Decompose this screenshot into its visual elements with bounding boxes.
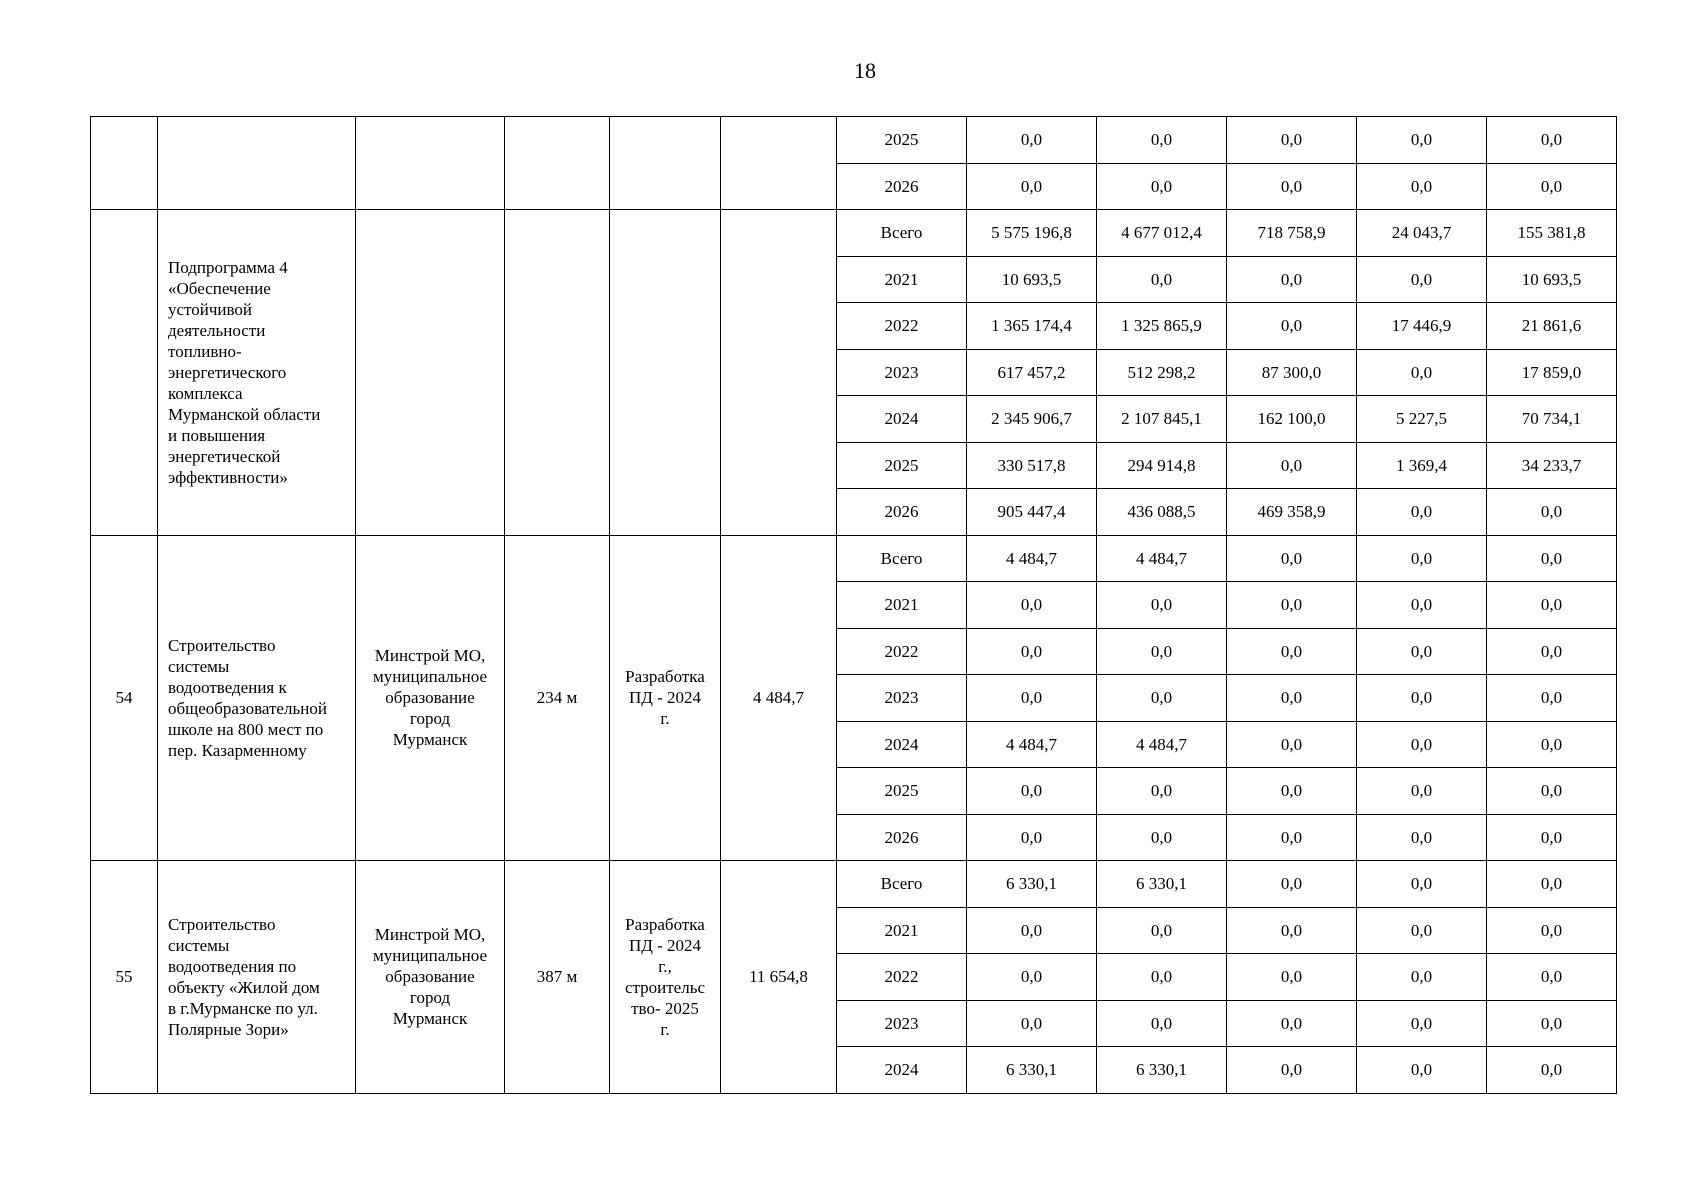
total-amount-cell: 1 365 174,4 — [967, 303, 1097, 350]
regional-budget-cell: 718 758,9 — [1227, 210, 1357, 257]
total-amount-cell: 10 693,5 — [967, 256, 1097, 303]
total-amount-cell: 0,0 — [967, 117, 1097, 164]
capacity: 234 м — [536, 688, 578, 708]
federal-budget-cell: 0,0 — [1097, 907, 1227, 954]
estimated-cost: 4 484,7 — [753, 688, 804, 708]
table-row — [91, 117, 1617, 164]
year-cell: 2026 — [837, 489, 967, 536]
object-name-cell — [158, 861, 356, 1094]
federal-budget-cell: 0,0 — [1097, 768, 1227, 815]
year-cell: Всего — [837, 861, 967, 908]
local-budget-cell: 0,0 — [1357, 489, 1487, 536]
federal-budget-cell: 0,0 — [1097, 117, 1227, 164]
extrabudgetary-cell: 0,0 — [1487, 721, 1617, 768]
extrabudgetary-cell: 0,0 — [1487, 814, 1617, 861]
federal-budget-cell: 4 677 012,4 — [1097, 210, 1227, 257]
total-amount-cell: 6 330,1 — [967, 861, 1097, 908]
federal-budget-cell: 4 484,7 — [1097, 721, 1227, 768]
year-cell: 2023 — [837, 675, 967, 722]
regional-budget-cell: 0,0 — [1227, 535, 1357, 582]
stage-timing-cell — [610, 861, 721, 1094]
executor-cell — [356, 535, 505, 861]
local-budget-cell: 0,0 — [1357, 768, 1487, 815]
federal-budget-cell: 0,0 — [1097, 163, 1227, 210]
local-budget-cell: 0,0 — [1357, 861, 1487, 908]
local-budget-cell: 0,0 — [1357, 163, 1487, 210]
funding-table — [90, 116, 1617, 1094]
total-amount-cell: 6 330,1 — [967, 1047, 1097, 1094]
year-cell: 2026 — [837, 163, 967, 210]
year-cell: Всего — [837, 535, 967, 582]
extrabudgetary-cell: 0,0 — [1487, 628, 1617, 675]
extrabudgetary-cell: 21 861,6 — [1487, 303, 1617, 350]
federal-budget-cell: 2 107 845,1 — [1097, 396, 1227, 443]
local-budget-cell: 1 369,4 — [1357, 442, 1487, 489]
federal-budget-cell: 4 484,7 — [1097, 535, 1227, 582]
regional-budget-cell: 0,0 — [1227, 1000, 1357, 1047]
total-amount-cell: 0,0 — [967, 768, 1097, 815]
capacity-cell — [505, 210, 610, 536]
row-number-cell — [91, 210, 158, 536]
table-body — [91, 117, 1617, 1094]
stage-timing: Разработка ПД - 2024 г., строительс тво- 2025 г. — [624, 914, 706, 1039]
total-amount-cell: 905 447,4 — [967, 489, 1097, 536]
table-row — [91, 861, 1617, 908]
federal-budget-cell: 0,0 — [1097, 954, 1227, 1001]
local-budget-cell: 0,0 — [1357, 535, 1487, 582]
estimated-cost-cell — [721, 117, 837, 210]
federal-budget-cell: 0,0 — [1097, 256, 1227, 303]
extrabudgetary-cell: 0,0 — [1487, 535, 1617, 582]
year-cell: Всего — [837, 210, 967, 257]
stage-timing-cell — [610, 117, 721, 210]
row-number: 54 — [115, 688, 133, 708]
total-amount-cell: 330 517,8 — [967, 442, 1097, 489]
page-number: 18 — [854, 58, 876, 83]
capacity-cell — [505, 861, 610, 1094]
capacity: 387 м — [536, 967, 578, 987]
local-budget-cell: 0,0 — [1357, 117, 1487, 164]
total-amount-cell: 5 575 196,8 — [967, 210, 1097, 257]
extrabudgetary-cell: 0,0 — [1487, 1047, 1617, 1094]
regional-budget-cell: 469 358,9 — [1227, 489, 1357, 536]
object-name-cell — [158, 535, 356, 861]
executor: Минстрой МО, муниципальное образование город Мурманск — [372, 925, 488, 1029]
regional-budget-cell: 0,0 — [1227, 721, 1357, 768]
year-cell: 2025 — [837, 442, 967, 489]
extrabudgetary-cell: 0,0 — [1487, 489, 1617, 536]
estimated-cost-cell — [721, 861, 837, 1094]
total-amount-cell: 0,0 — [967, 1000, 1097, 1047]
regional-budget-cell: 0,0 — [1227, 117, 1357, 164]
object-name-cell — [158, 210, 356, 536]
total-amount-cell: 0,0 — [967, 954, 1097, 1001]
federal-budget-cell: 294 914,8 — [1097, 442, 1227, 489]
year-cell: 2022 — [837, 954, 967, 1001]
estimated-cost-cell — [721, 535, 837, 861]
year-cell: 2022 — [837, 628, 967, 675]
capacity-cell — [505, 117, 610, 210]
object-name: Строительство системы водоотведения к общеобразовательной школе на 800 мест по пер. Казарменному — [168, 635, 327, 760]
local-budget-cell: 0,0 — [1357, 954, 1487, 1001]
regional-budget-cell: 0,0 — [1227, 768, 1357, 815]
total-amount-cell: 4 484,7 — [967, 535, 1097, 582]
local-budget-cell: 0,0 — [1357, 907, 1487, 954]
extrabudgetary-cell: 34 233,7 — [1487, 442, 1617, 489]
object-name: Подпрограмма 4 «Обеспечение устойчивой деятельности топливно- энергетического комплекса Мурманской области и повышения энергетической эффективности» — [168, 257, 321, 487]
extrabudgetary-cell: 70 734,1 — [1487, 396, 1617, 443]
local-budget-cell: 0,0 — [1357, 256, 1487, 303]
row-number-cell — [91, 535, 158, 861]
regional-budget-cell: 0,0 — [1227, 861, 1357, 908]
total-amount-cell: 0,0 — [967, 907, 1097, 954]
federal-budget-cell: 1 325 865,9 — [1097, 303, 1227, 350]
year-cell: 2026 — [837, 814, 967, 861]
regional-budget-cell: 0,0 — [1227, 303, 1357, 350]
regional-budget-cell: 0,0 — [1227, 907, 1357, 954]
regional-budget-cell: 0,0 — [1227, 675, 1357, 722]
year-cell: 2023 — [837, 1000, 967, 1047]
total-amount-cell: 0,0 — [967, 163, 1097, 210]
federal-budget-cell: 0,0 — [1097, 1000, 1227, 1047]
total-amount-cell: 0,0 — [967, 814, 1097, 861]
extrabudgetary-cell: 17 859,0 — [1487, 349, 1617, 396]
executor-cell — [356, 861, 505, 1094]
regional-budget-cell: 0,0 — [1227, 582, 1357, 629]
local-budget-cell: 0,0 — [1357, 1047, 1487, 1094]
year-cell: 2021 — [837, 582, 967, 629]
estimated-cost-cell — [721, 210, 837, 536]
federal-budget-cell: 0,0 — [1097, 814, 1227, 861]
year-cell: 2025 — [837, 117, 967, 164]
executor-cell — [356, 210, 505, 536]
federal-budget-cell: 0,0 — [1097, 582, 1227, 629]
object-name-cell — [158, 117, 356, 210]
capacity-cell — [505, 535, 610, 861]
local-budget-cell: 0,0 — [1357, 349, 1487, 396]
year-cell: 2023 — [837, 349, 967, 396]
extrabudgetary-cell: 0,0 — [1487, 907, 1617, 954]
federal-budget-cell: 0,0 — [1097, 628, 1227, 675]
extrabudgetary-cell: 0,0 — [1487, 675, 1617, 722]
extrabudgetary-cell: 155 381,8 — [1487, 210, 1617, 257]
regional-budget-cell: 0,0 — [1227, 814, 1357, 861]
stage-timing-cell — [610, 535, 721, 861]
extrabudgetary-cell: 10 693,5 — [1487, 256, 1617, 303]
regional-budget-cell: 0,0 — [1227, 954, 1357, 1001]
local-budget-cell: 0,0 — [1357, 675, 1487, 722]
local-budget-cell: 24 043,7 — [1357, 210, 1487, 257]
total-amount-cell: 0,0 — [967, 628, 1097, 675]
extrabudgetary-cell: 0,0 — [1487, 861, 1617, 908]
local-budget-cell: 0,0 — [1357, 1000, 1487, 1047]
stage-timing-cell — [610, 210, 721, 536]
executor: Минстрой МО, муниципальное образование город Мурманск — [372, 646, 488, 750]
object-name: Строительство системы водоотведения по объекту «Жилой дом в г.Мурманске по ул. Полярные Зори» — [168, 914, 320, 1039]
year-cell: 2024 — [837, 1047, 967, 1094]
total-amount-cell: 4 484,7 — [967, 721, 1097, 768]
regional-budget-cell: 0,0 — [1227, 628, 1357, 675]
year-cell: 2022 — [837, 303, 967, 350]
federal-budget-cell: 436 088,5 — [1097, 489, 1227, 536]
year-cell: 2024 — [837, 396, 967, 443]
year-cell: 2025 — [837, 768, 967, 815]
total-amount-cell: 0,0 — [967, 582, 1097, 629]
local-budget-cell: 0,0 — [1357, 582, 1487, 629]
total-amount-cell: 2 345 906,7 — [967, 396, 1097, 443]
federal-budget-cell: 512 298,2 — [1097, 349, 1227, 396]
table-row — [91, 210, 1617, 257]
federal-budget-cell: 6 330,1 — [1097, 1047, 1227, 1094]
executor-cell — [356, 117, 505, 210]
federal-budget-cell: 6 330,1 — [1097, 861, 1227, 908]
local-budget-cell: 5 227,5 — [1357, 396, 1487, 443]
row-number: 55 — [115, 967, 133, 987]
extrabudgetary-cell: 0,0 — [1487, 582, 1617, 629]
regional-budget-cell: 162 100,0 — [1227, 396, 1357, 443]
extrabudgetary-cell: 0,0 — [1487, 163, 1617, 210]
extrabudgetary-cell: 0,0 — [1487, 954, 1617, 1001]
year-cell: 2021 — [837, 256, 967, 303]
regional-budget-cell: 0,0 — [1227, 163, 1357, 210]
row-number-cell — [91, 861, 158, 1094]
local-budget-cell: 17 446,9 — [1357, 303, 1487, 350]
regional-budget-cell: 0,0 — [1227, 1047, 1357, 1094]
extrabudgetary-cell: 0,0 — [1487, 117, 1617, 164]
year-cell: 2021 — [837, 907, 967, 954]
year-cell: 2024 — [837, 721, 967, 768]
extrabudgetary-cell: 0,0 — [1487, 1000, 1617, 1047]
regional-budget-cell: 87 300,0 — [1227, 349, 1357, 396]
table-row — [91, 535, 1617, 582]
extrabudgetary-cell: 0,0 — [1487, 768, 1617, 815]
row-number-cell — [91, 117, 158, 210]
estimated-cost: 11 654,8 — [749, 967, 808, 987]
regional-budget-cell: 0,0 — [1227, 442, 1357, 489]
local-budget-cell: 0,0 — [1357, 814, 1487, 861]
local-budget-cell: 0,0 — [1357, 628, 1487, 675]
total-amount-cell: 0,0 — [967, 675, 1097, 722]
federal-budget-cell: 0,0 — [1097, 675, 1227, 722]
local-budget-cell: 0,0 — [1357, 721, 1487, 768]
stage-timing: Разработка ПД - 2024 г. — [625, 667, 705, 729]
regional-budget-cell: 0,0 — [1227, 256, 1357, 303]
total-amount-cell: 617 457,2 — [967, 349, 1097, 396]
